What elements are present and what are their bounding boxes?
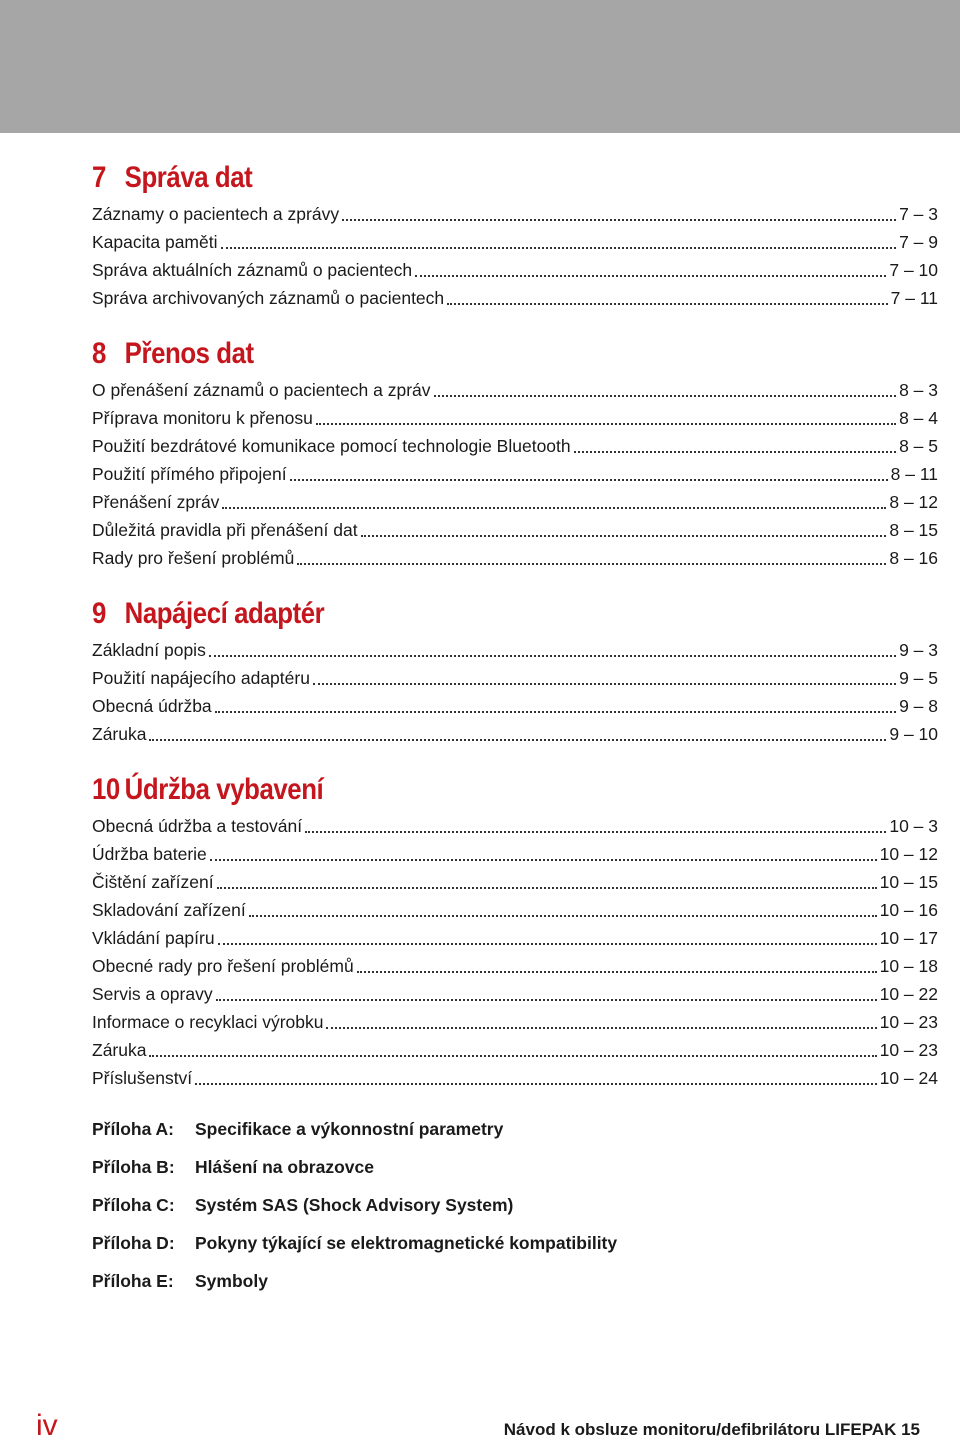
toc-entry-title: Příslušenství bbox=[92, 1068, 193, 1088]
appendix-title: Specifikace a výkonnostní parametry bbox=[195, 1119, 504, 1139]
dot-leader bbox=[217, 887, 877, 889]
toc-entry[interactable] bbox=[92, 228, 938, 256]
dot-leader bbox=[290, 479, 888, 481]
toc-entry[interactable] bbox=[92, 404, 938, 432]
toc-entry-page: 10 – 3 bbox=[889, 816, 938, 836]
toc-entry-title: Kapacita paměti bbox=[92, 232, 218, 252]
toc-entry-title: Základní popis bbox=[92, 640, 206, 660]
chapter-9 bbox=[92, 592, 938, 748]
toc-entry-page: 10 – 12 bbox=[879, 844, 938, 864]
toc-entry-title: Rady pro řešení problémů bbox=[92, 548, 295, 568]
appendix-label: Příloha E: bbox=[92, 1271, 174, 1291]
toc-entry-title: Obecná údržba bbox=[92, 696, 212, 716]
appendix-title: Pokyny týkající se elektromagnetické kompatibility bbox=[195, 1233, 618, 1253]
toc-entry-title: Příprava monitoru k přenosu bbox=[92, 408, 313, 428]
dot-leader bbox=[221, 247, 897, 249]
appendix-label: Příloha A: bbox=[92, 1119, 174, 1139]
toc-entry[interactable] bbox=[92, 544, 938, 572]
dot-leader bbox=[342, 219, 896, 221]
toc-entry-page: 8 – 15 bbox=[889, 520, 938, 540]
dot-leader bbox=[210, 859, 877, 861]
toc-entry[interactable] bbox=[92, 1064, 938, 1092]
toc-entry-page: 7 – 10 bbox=[889, 260, 938, 280]
chapter-number: 9 bbox=[92, 597, 106, 630]
appendix-label: Příloha C: bbox=[92, 1195, 175, 1215]
toc-entry[interactable] bbox=[92, 664, 938, 692]
chapter-title: Údržba vybavení bbox=[124, 773, 324, 806]
toc-entry[interactable] bbox=[92, 256, 938, 284]
toc-entry-title: Údržba baterie bbox=[92, 844, 207, 864]
dot-leader bbox=[249, 915, 877, 917]
toc-entry-page: 10 – 16 bbox=[879, 900, 938, 920]
header-band bbox=[0, 0, 960, 133]
appendix-title: Systém SAS (Shock Advisory System) bbox=[195, 1195, 514, 1215]
dot-leader bbox=[415, 275, 886, 277]
toc-entry-page: 8 – 4 bbox=[899, 408, 938, 428]
dot-leader bbox=[215, 711, 896, 713]
toc-entry[interactable] bbox=[92, 692, 938, 720]
toc-entry-page: 8 – 16 bbox=[889, 548, 938, 568]
appendix-entry[interactable] bbox=[92, 1224, 938, 1262]
table-of-contents bbox=[92, 156, 938, 1300]
toc-entry-title: Servis a opravy bbox=[92, 984, 213, 1004]
toc-entry-title: Použití přímého připojení bbox=[92, 464, 287, 484]
dot-leader bbox=[209, 655, 896, 657]
toc-entry-page: 9 – 10 bbox=[889, 724, 938, 744]
dot-leader bbox=[195, 1083, 876, 1085]
dot-leader bbox=[305, 831, 886, 833]
toc-entry-page: 10 – 17 bbox=[879, 928, 938, 948]
toc-entry-page: 8 – 11 bbox=[890, 464, 938, 484]
toc-entry-title: Důležitá pravidla při přenášení dat bbox=[92, 520, 358, 540]
toc-entry[interactable] bbox=[92, 924, 938, 952]
toc-entry-page: 10 – 22 bbox=[879, 984, 938, 1004]
toc-entry-page: 10 – 23 bbox=[879, 1012, 938, 1032]
toc-entry-title: Informace o recyklaci výrobku bbox=[92, 1012, 324, 1032]
appendix-entry[interactable] bbox=[92, 1110, 938, 1148]
chapter-8 bbox=[92, 332, 938, 572]
toc-entry-title: Obecná údržba a testování bbox=[92, 816, 303, 836]
dot-leader bbox=[434, 395, 897, 397]
chapter-title: Přenos dat bbox=[124, 337, 254, 370]
toc-entry[interactable] bbox=[92, 896, 938, 924]
dot-leader bbox=[574, 451, 896, 453]
toc-entry-title: Čištění zařízení bbox=[92, 872, 214, 892]
dot-leader bbox=[216, 999, 877, 1001]
dot-leader bbox=[222, 507, 886, 509]
toc-entry[interactable] bbox=[92, 840, 938, 868]
toc-entry-title: Použití napájecího adaptéru bbox=[92, 668, 310, 688]
chapter-heading bbox=[92, 592, 820, 636]
dot-leader bbox=[326, 1027, 876, 1029]
chapter-title: Napájecí adaptér bbox=[124, 597, 325, 630]
dot-leader bbox=[313, 683, 896, 685]
toc-entry-page: 10 – 23 bbox=[879, 1040, 938, 1060]
toc-entry[interactable] bbox=[92, 720, 938, 748]
toc-entry-page: 7 – 9 bbox=[899, 232, 938, 252]
toc-entry-title: Vkládání papíru bbox=[92, 928, 215, 948]
toc-entry-page: 10 – 15 bbox=[879, 872, 938, 892]
toc-entry-title: Záruka bbox=[92, 724, 147, 744]
dot-leader bbox=[149, 1055, 876, 1057]
toc-entry-page: 9 – 5 bbox=[899, 668, 938, 688]
chapter-10 bbox=[92, 768, 938, 1092]
toc-entry-page: 10 – 18 bbox=[879, 956, 938, 976]
toc-entry[interactable] bbox=[92, 868, 938, 896]
toc-entry[interactable] bbox=[92, 1036, 938, 1064]
appendix-title: Hlášení na obrazovce bbox=[195, 1157, 374, 1177]
appendix-label: Příloha B: bbox=[92, 1157, 175, 1177]
toc-entry-page: 8 – 3 bbox=[899, 380, 938, 400]
toc-entry[interactable] bbox=[92, 200, 938, 228]
footer-page-number: iv bbox=[36, 1409, 58, 1442]
toc-entry-page: 9 – 8 bbox=[899, 696, 938, 716]
dot-leader bbox=[357, 971, 877, 973]
dot-leader bbox=[316, 423, 896, 425]
footer-document-title: Návod k obsluze monitoru/defibrilátoru LIFEPAK 15 bbox=[503, 1420, 920, 1439]
toc-entry[interactable] bbox=[92, 488, 938, 516]
appendix-title: Symboly bbox=[195, 1271, 268, 1291]
toc-entry[interactable] bbox=[92, 1008, 938, 1036]
appendix-label: Příloha D: bbox=[92, 1233, 175, 1253]
toc-entry[interactable] bbox=[92, 284, 938, 312]
toc-entry-page: 7 – 11 bbox=[890, 288, 938, 308]
toc-entry-page: 10 – 24 bbox=[879, 1068, 938, 1088]
toc-entry[interactable] bbox=[92, 812, 938, 840]
toc-entry-page: 8 – 12 bbox=[889, 492, 938, 512]
toc-entry[interactable] bbox=[92, 460, 938, 488]
dot-leader bbox=[447, 303, 887, 305]
toc-entry[interactable] bbox=[92, 376, 938, 404]
toc-entry-title: Přenášení zpráv bbox=[92, 492, 220, 512]
appendix-entry[interactable] bbox=[92, 1262, 938, 1300]
appendix-entry[interactable] bbox=[92, 1186, 938, 1224]
toc-entry-title: Správa archivovaných záznamů o pacientech bbox=[92, 288, 445, 308]
chapter-number: 7 bbox=[92, 161, 106, 194]
toc-entry-title: Záznamy o pacientech a zprávy bbox=[92, 204, 340, 224]
chapter-heading bbox=[92, 156, 820, 200]
toc-entry-page: 8 – 5 bbox=[899, 436, 938, 456]
chapter-heading bbox=[92, 332, 820, 376]
dot-leader bbox=[297, 563, 886, 565]
dot-leader bbox=[149, 739, 886, 741]
chapter-title: Správa dat bbox=[124, 161, 253, 194]
toc-entry[interactable] bbox=[92, 952, 938, 980]
toc-entry[interactable] bbox=[92, 636, 938, 664]
chapter-number: 10 bbox=[92, 773, 120, 806]
page-footer bbox=[36, 1408, 920, 1448]
toc-entry-title: Záruka bbox=[92, 1040, 147, 1060]
appendix-entry[interactable] bbox=[92, 1148, 938, 1186]
toc-entry-title: Obecné rady pro řešení problémů bbox=[92, 956, 354, 976]
toc-entry[interactable] bbox=[92, 980, 938, 1008]
chapter-number: 8 bbox=[92, 337, 106, 370]
toc-entry-title: Správa aktuálních záznamů o pacientech bbox=[92, 260, 413, 280]
toc-entry-title: O přenášení záznamů o pacientech a zpráv bbox=[92, 380, 431, 400]
dot-leader bbox=[361, 535, 887, 537]
chapter-heading bbox=[92, 768, 820, 812]
toc-entry-title: Skladování zařízení bbox=[92, 900, 246, 920]
chapter-7 bbox=[92, 156, 938, 312]
appendix-list bbox=[92, 1110, 938, 1300]
toc-entry-page: 9 – 3 bbox=[899, 640, 938, 660]
toc-entry-page: 7 – 3 bbox=[899, 204, 938, 224]
dot-leader bbox=[218, 943, 877, 945]
toc-entry[interactable] bbox=[92, 432, 938, 460]
toc-entry-title: Použití bezdrátové komunikace pomocí technologie Bluetooth bbox=[92, 436, 571, 456]
toc-entry[interactable] bbox=[92, 516, 938, 544]
